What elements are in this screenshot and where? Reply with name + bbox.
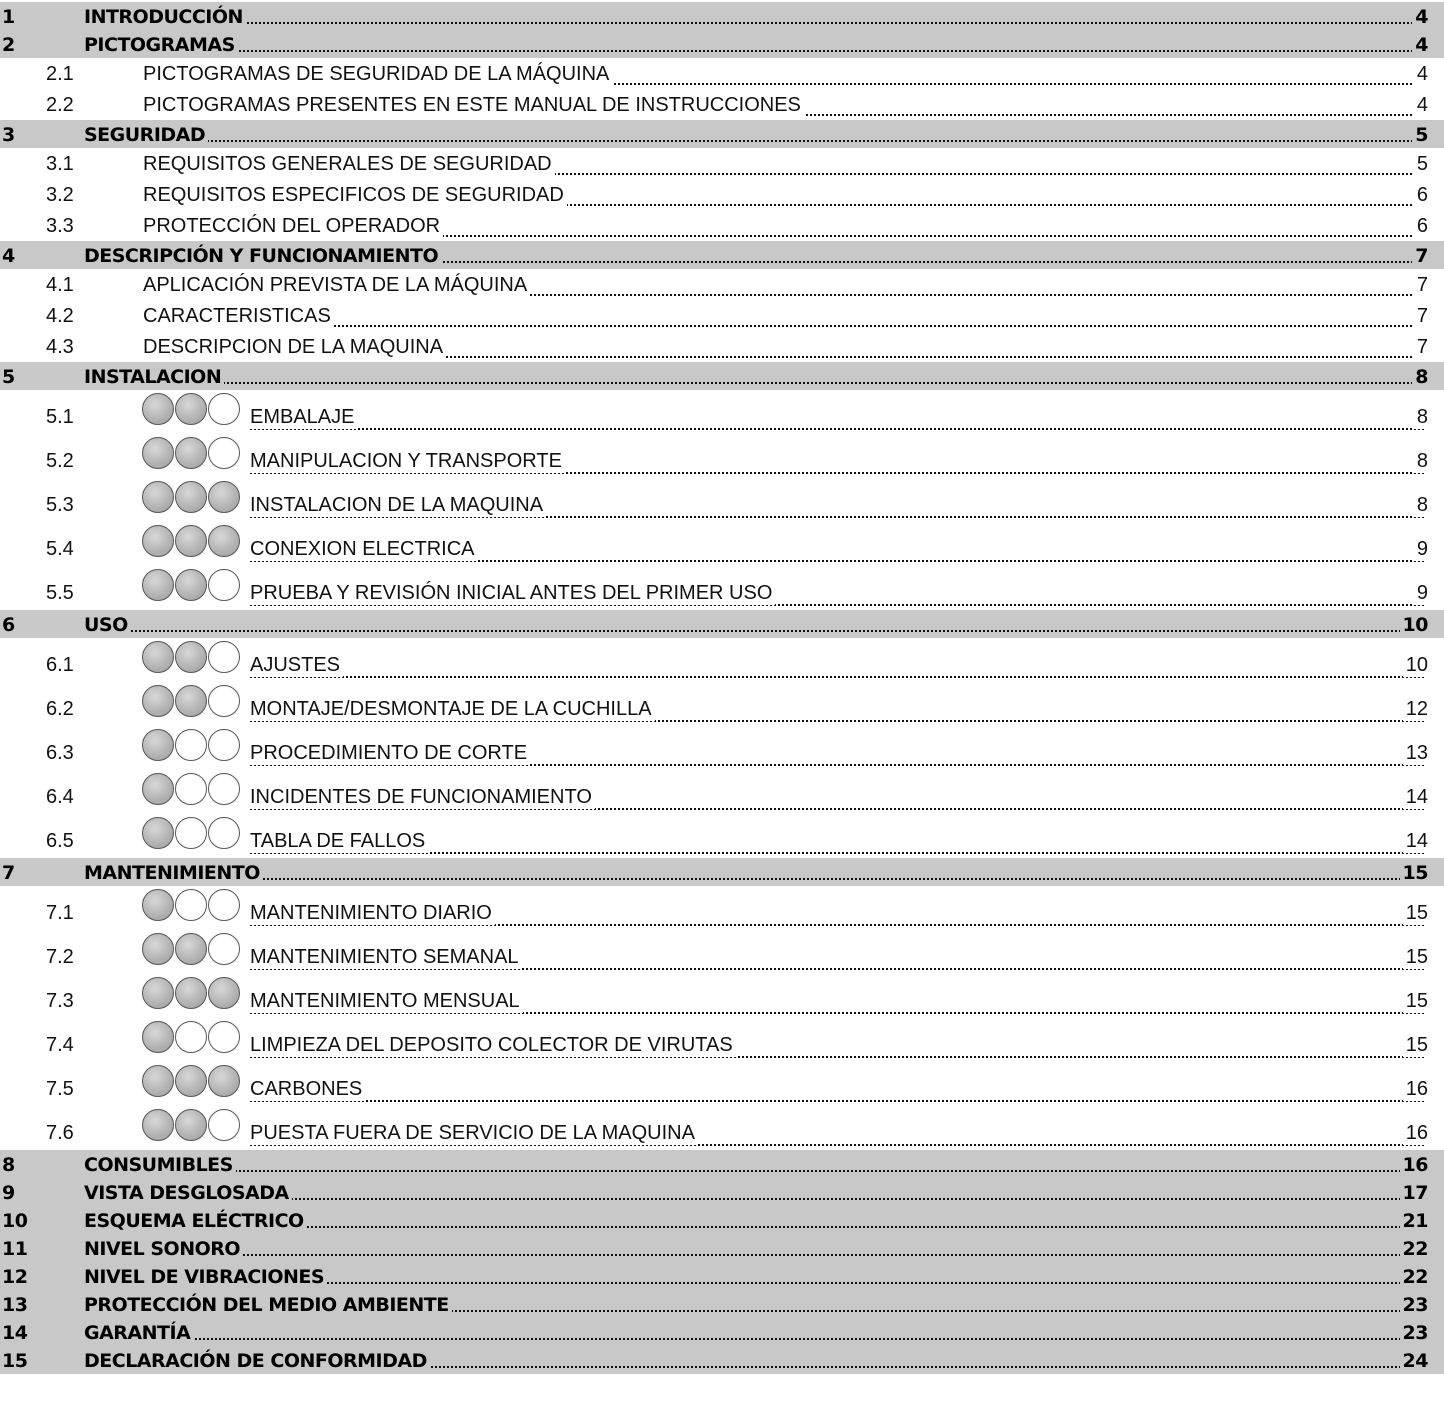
toc-chapter-11[interactable] bbox=[0, 1234, 1444, 1262]
difficulty-filled-circle-icon bbox=[142, 569, 174, 601]
toc-title[interactable]: PICTOGRAMAS bbox=[84, 34, 238, 56]
toc-number: 6.5 bbox=[46, 830, 74, 852]
dot-leader bbox=[84, 1254, 1424, 1256]
toc-title[interactable]: MANTENIMIENTO bbox=[84, 862, 263, 884]
toc-section-3-2[interactable] bbox=[0, 179, 1444, 210]
toc-chapter-9[interactable] bbox=[0, 1178, 1444, 1206]
toc-number: 7.3 bbox=[46, 990, 74, 1012]
toc-section-5-3[interactable] bbox=[0, 478, 1444, 522]
toc-number: 6.2 bbox=[46, 698, 74, 720]
toc-section-2-2[interactable] bbox=[0, 89, 1444, 120]
difficulty-filled-circle-icon bbox=[142, 525, 174, 557]
difficulty-indicator bbox=[142, 393, 244, 427]
toc-title[interactable]: INSTALACION bbox=[84, 366, 224, 388]
toc-number: 7 bbox=[2, 862, 15, 884]
difficulty-filled-circle-icon bbox=[175, 525, 207, 557]
toc-section-3-3[interactable] bbox=[0, 210, 1444, 241]
toc-page-number[interactable]: 23 bbox=[1400, 1294, 1428, 1316]
toc-number: 3.1 bbox=[46, 153, 74, 175]
toc-section-7-2[interactable] bbox=[0, 930, 1444, 974]
toc-number: 5.2 bbox=[46, 450, 74, 472]
toc-chapter-6[interactable] bbox=[0, 610, 1444, 638]
toc-page-number[interactable]: 7 bbox=[1414, 336, 1428, 359]
difficulty-filled-circle-icon bbox=[208, 1065, 240, 1097]
toc-number: 3 bbox=[2, 124, 15, 146]
difficulty-indicator bbox=[142, 729, 244, 763]
toc-chapter-2[interactable] bbox=[0, 30, 1444, 58]
difficulty-empty-circle-icon bbox=[208, 569, 240, 601]
difficulty-empty-circle-icon bbox=[208, 685, 240, 717]
toc-page-number[interactable]: 16 bbox=[1403, 1122, 1428, 1145]
toc-number: 14 bbox=[2, 1322, 28, 1344]
toc-title[interactable]: PROCEDIMIENTO DE CORTE bbox=[250, 742, 530, 765]
toc-page-number[interactable]: 21 bbox=[1400, 1210, 1428, 1232]
toc-page-number[interactable]: 16 bbox=[1400, 1154, 1428, 1176]
toc-title[interactable]: PROTECCIÓN DEL OPERADOR bbox=[143, 215, 443, 238]
toc-title[interactable]: NIVEL SONORO bbox=[84, 1238, 243, 1260]
difficulty-filled-circle-icon bbox=[142, 1021, 174, 1053]
toc-chapter-5[interactable] bbox=[0, 362, 1444, 390]
toc-page-number[interactable]: 8 bbox=[1412, 366, 1428, 388]
toc-title[interactable]: VISTA DESGLOSADA bbox=[84, 1182, 292, 1204]
toc-page-number[interactable]: 4 bbox=[1412, 34, 1428, 56]
toc-chapter-7[interactable] bbox=[0, 858, 1444, 886]
difficulty-filled-circle-icon bbox=[175, 1109, 207, 1141]
toc-number: 5.3 bbox=[46, 494, 74, 516]
toc-page-number[interactable]: 10 bbox=[1400, 614, 1428, 636]
toc-page-number[interactable]: 7 bbox=[1414, 274, 1428, 297]
toc-number: 7.6 bbox=[46, 1122, 74, 1144]
toc-page-number[interactable]: 15 bbox=[1403, 946, 1428, 969]
toc-title[interactable]: USO bbox=[84, 614, 131, 636]
toc-page-number[interactable]: 6 bbox=[1414, 184, 1428, 207]
toc-page-number[interactable]: 7 bbox=[1412, 245, 1428, 267]
difficulty-indicator bbox=[142, 977, 244, 1011]
toc-number: 7.5 bbox=[46, 1078, 74, 1100]
toc-number: 12 bbox=[2, 1266, 28, 1288]
difficulty-filled-circle-icon bbox=[142, 393, 174, 425]
toc-page-number[interactable]: 23 bbox=[1400, 1322, 1428, 1344]
toc-number: 3.2 bbox=[46, 184, 74, 206]
toc-number: 10 bbox=[2, 1210, 28, 1232]
toc-title[interactable]: LIMPIEZA DEL DEPOSITO COLECTOR DE VIRUTAS bbox=[250, 1034, 736, 1057]
toc-chapter-12[interactable] bbox=[0, 1262, 1444, 1290]
difficulty-indicator bbox=[142, 641, 244, 675]
toc-section-5-4[interactable] bbox=[0, 522, 1444, 566]
toc-number: 3.3 bbox=[46, 215, 74, 237]
toc-title[interactable]: MANIPULACION Y TRANSPORTE bbox=[250, 450, 565, 473]
difficulty-indicator bbox=[142, 773, 244, 807]
toc-title[interactable]: MONTAJE/DESMONTAJE DE LA CUCHILLA bbox=[250, 698, 655, 721]
difficulty-indicator bbox=[142, 933, 244, 967]
toc-section-4-3[interactable] bbox=[0, 331, 1444, 362]
difficulty-empty-circle-icon bbox=[175, 817, 207, 849]
toc-title[interactable]: PRUEBA Y REVISIÓN INICIAL ANTES DEL PRIMER USO bbox=[250, 582, 775, 605]
difficulty-filled-circle-icon bbox=[208, 977, 240, 1009]
toc-title[interactable]: MANTENIMIENTO SEMANAL bbox=[250, 946, 522, 969]
difficulty-filled-circle-icon bbox=[208, 525, 240, 557]
difficulty-empty-circle-icon bbox=[208, 729, 240, 761]
toc-page-number[interactable]: 15 bbox=[1403, 902, 1428, 925]
toc-title[interactable]: PUESTA FUERA DE SERVICIO DE LA MAQUINA bbox=[250, 1122, 698, 1145]
toc-page-number[interactable]: 22 bbox=[1400, 1238, 1428, 1260]
toc-page-number[interactable]: 17 bbox=[1400, 1182, 1428, 1204]
difficulty-indicator bbox=[142, 481, 244, 515]
difficulty-filled-circle-icon bbox=[142, 641, 174, 673]
toc-page-number[interactable]: 15 bbox=[1403, 990, 1428, 1013]
toc-title[interactable]: PROTECCIÓN DEL MEDIO AMBIENTE bbox=[84, 1294, 452, 1316]
difficulty-indicator bbox=[142, 1065, 244, 1099]
toc-section-7-6[interactable] bbox=[0, 1106, 1444, 1150]
toc-number: 7.2 bbox=[46, 946, 74, 968]
toc-chapter-13[interactable] bbox=[0, 1290, 1444, 1318]
difficulty-filled-circle-icon bbox=[142, 933, 174, 965]
toc-section-5-2[interactable] bbox=[0, 434, 1444, 478]
toc-section-6-2[interactable] bbox=[0, 682, 1444, 726]
difficulty-indicator bbox=[142, 889, 244, 923]
toc-chapter-14[interactable] bbox=[0, 1318, 1444, 1346]
toc-page-number[interactable]: 4 bbox=[1414, 94, 1428, 117]
toc-number: 15 bbox=[2, 1350, 28, 1372]
toc-section-2-1[interactable] bbox=[0, 58, 1444, 89]
toc-title[interactable]: CONSUMIBLES bbox=[84, 1154, 236, 1176]
difficulty-empty-circle-icon bbox=[208, 889, 240, 921]
toc-page-number[interactable]: 12 bbox=[1403, 698, 1428, 721]
dot-leader bbox=[84, 50, 1424, 52]
difficulty-filled-circle-icon bbox=[142, 773, 174, 805]
difficulty-empty-circle-icon bbox=[208, 933, 240, 965]
toc-title[interactable]: NIVEL DE VIBRACIONES bbox=[84, 1266, 327, 1288]
toc-chapter-15[interactable] bbox=[0, 1346, 1444, 1374]
difficulty-filled-circle-icon bbox=[175, 933, 207, 965]
toc-title[interactable]: CARBONES bbox=[250, 1078, 365, 1101]
toc-title[interactable]: APLICACIÓN PREVISTA DE LA MÁQUINA bbox=[143, 274, 530, 297]
toc-number: 4.3 bbox=[46, 336, 74, 358]
difficulty-indicator bbox=[142, 817, 244, 851]
toc-number: 11 bbox=[2, 1238, 28, 1260]
toc-number: 7.4 bbox=[46, 1034, 74, 1056]
toc-section-7-3[interactable] bbox=[0, 974, 1444, 1018]
difficulty-empty-circle-icon bbox=[175, 1021, 207, 1053]
toc-number: 9 bbox=[2, 1182, 15, 1204]
difficulty-filled-circle-icon bbox=[142, 481, 174, 513]
toc-title[interactable]: INCIDENTES DE FUNCIONAMIENTO bbox=[250, 786, 595, 809]
toc-section-7-1[interactable] bbox=[0, 886, 1444, 930]
toc-title[interactable]: ESQUEMA ELÉCTRICO bbox=[84, 1210, 307, 1232]
difficulty-indicator bbox=[142, 525, 244, 559]
dot-leader bbox=[250, 428, 1424, 430]
toc-section-7-4[interactable] bbox=[0, 1018, 1444, 1062]
dot-leader bbox=[84, 140, 1424, 142]
toc-number: 5.5 bbox=[46, 582, 74, 604]
toc-title[interactable]: SEGURIDAD bbox=[84, 124, 208, 146]
toc-number: 5.4 bbox=[46, 538, 74, 560]
toc-title[interactable]: REQUISITOS ESPECIFICOS DE SEGURIDAD bbox=[143, 184, 567, 207]
toc-number: 4.2 bbox=[46, 305, 74, 327]
difficulty-empty-circle-icon bbox=[208, 1109, 240, 1141]
toc-page-number[interactable]: 4 bbox=[1412, 6, 1428, 28]
toc-page-number[interactable]: 5 bbox=[1412, 124, 1428, 146]
dot-leader bbox=[84, 1338, 1424, 1340]
toc-number: 5 bbox=[2, 366, 15, 388]
dot-leader bbox=[84, 1170, 1424, 1172]
toc-section-6-3[interactable] bbox=[0, 726, 1444, 770]
difficulty-empty-circle-icon bbox=[208, 773, 240, 805]
difficulty-empty-circle-icon bbox=[175, 729, 207, 761]
difficulty-filled-circle-icon bbox=[142, 889, 174, 921]
toc-title[interactable]: MANTENIMIENTO MENSUAL bbox=[250, 990, 523, 1013]
difficulty-filled-circle-icon bbox=[175, 1065, 207, 1097]
toc-page-number[interactable]: 8 bbox=[1414, 494, 1428, 517]
toc-title[interactable]: AJUSTES bbox=[250, 654, 343, 677]
difficulty-empty-circle-icon bbox=[208, 1021, 240, 1053]
difficulty-filled-circle-icon bbox=[175, 977, 207, 1009]
toc-section-5-1[interactable] bbox=[0, 390, 1444, 434]
toc-page-number[interactable]: 22 bbox=[1400, 1266, 1428, 1288]
toc-number: 2 bbox=[2, 34, 15, 56]
difficulty-filled-circle-icon bbox=[142, 1065, 174, 1097]
toc-number: 7.1 bbox=[46, 902, 74, 924]
toc-page-number[interactable]: 7 bbox=[1414, 305, 1428, 328]
toc-number: 5.1 bbox=[46, 406, 74, 428]
toc-title[interactable]: EMBALAJE bbox=[250, 406, 357, 429]
toc-number: 6.4 bbox=[46, 786, 74, 808]
toc-section-3-1[interactable] bbox=[0, 148, 1444, 179]
toc-page-number[interactable]: 14 bbox=[1403, 786, 1428, 809]
difficulty-filled-circle-icon bbox=[175, 641, 207, 673]
toc-title[interactable]: DESCRIPCIÓN Y FUNCIONAMIENTO bbox=[84, 245, 441, 267]
toc-page-number[interactable]: 5 bbox=[1414, 153, 1428, 176]
toc-section-5-5[interactable] bbox=[0, 566, 1444, 610]
toc-page-number[interactable]: 13 bbox=[1403, 742, 1428, 765]
toc-title[interactable]: PICTOGRAMAS PRESENTES EN ESTE MANUAL DE INSTRUCCIONES bbox=[143, 94, 804, 117]
difficulty-filled-circle-icon bbox=[142, 685, 174, 717]
toc-number: 8 bbox=[2, 1154, 15, 1176]
toc-number: 4.1 bbox=[46, 274, 74, 296]
difficulty-empty-circle-icon bbox=[208, 641, 240, 673]
toc-title[interactable]: PICTOGRAMAS DE SEGURIDAD DE LA MÁQUINA bbox=[143, 63, 612, 86]
toc-number: 4 bbox=[2, 245, 15, 267]
difficulty-filled-circle-icon bbox=[142, 977, 174, 1009]
toc-page-number[interactable]: 4 bbox=[1414, 63, 1428, 86]
toc-number: 13 bbox=[2, 1294, 28, 1316]
toc-page-number[interactable]: 9 bbox=[1414, 538, 1428, 561]
toc-chapter-3[interactable] bbox=[0, 120, 1444, 148]
toc-section-6-5[interactable] bbox=[0, 814, 1444, 858]
toc-page-number[interactable]: 8 bbox=[1414, 450, 1428, 473]
toc-page-number[interactable]: 24 bbox=[1400, 1350, 1428, 1372]
difficulty-filled-circle-icon bbox=[175, 393, 207, 425]
difficulty-indicator bbox=[142, 1109, 244, 1143]
difficulty-filled-circle-icon bbox=[142, 729, 174, 761]
toc-page-number[interactable]: 15 bbox=[1403, 1034, 1428, 1057]
toc-section-6-1[interactable] bbox=[0, 638, 1444, 682]
toc-page-number[interactable]: 10 bbox=[1403, 654, 1428, 677]
difficulty-indicator bbox=[142, 1021, 244, 1055]
toc-page-number[interactable]: 16 bbox=[1403, 1078, 1428, 1101]
toc-section-7-5[interactable] bbox=[0, 1062, 1444, 1106]
toc-page-number[interactable]: 8 bbox=[1414, 406, 1428, 429]
difficulty-filled-circle-icon bbox=[142, 817, 174, 849]
difficulty-filled-circle-icon bbox=[175, 481, 207, 513]
toc-chapter-10[interactable] bbox=[0, 1206, 1444, 1234]
dot-leader bbox=[250, 676, 1424, 678]
difficulty-indicator bbox=[142, 437, 244, 471]
difficulty-empty-circle-icon bbox=[175, 773, 207, 805]
toc-chapter-8[interactable] bbox=[0, 1150, 1444, 1178]
toc-number: 2.1 bbox=[46, 63, 74, 85]
toc-title[interactable]: CARACTERISTICAS bbox=[143, 305, 334, 328]
toc-chapter-4[interactable] bbox=[0, 241, 1444, 269]
toc-number: 1 bbox=[2, 6, 15, 28]
toc-number: 6.3 bbox=[46, 742, 74, 764]
difficulty-filled-circle-icon bbox=[142, 1109, 174, 1141]
toc-number: 6 bbox=[2, 614, 15, 636]
toc-title[interactable]: GARANTÍA bbox=[84, 1322, 193, 1344]
toc-page-number[interactable]: 14 bbox=[1403, 830, 1428, 853]
toc-title[interactable]: INSTALACION DE LA MAQUINA bbox=[250, 494, 546, 517]
difficulty-filled-circle-icon bbox=[175, 569, 207, 601]
toc-chapter-1[interactable] bbox=[0, 2, 1444, 30]
toc-page-number[interactable]: 6 bbox=[1414, 215, 1428, 238]
difficulty-filled-circle-icon bbox=[142, 437, 174, 469]
toc-number: 2.2 bbox=[46, 94, 74, 116]
toc-title[interactable]: REQUISITOS GENERALES DE SEGURIDAD bbox=[143, 153, 555, 176]
toc-page-number[interactable]: 9 bbox=[1414, 582, 1428, 605]
difficulty-indicator bbox=[142, 685, 244, 719]
toc-section-4-1[interactable] bbox=[0, 269, 1444, 300]
dot-leader bbox=[84, 22, 1424, 24]
toc-title[interactable]: DECLARACIÓN DE CONFORMIDAD bbox=[84, 1350, 430, 1372]
dot-leader bbox=[84, 630, 1424, 632]
toc-title[interactable]: TABLA DE FALLOS bbox=[250, 830, 428, 853]
dot-leader bbox=[84, 382, 1424, 384]
difficulty-filled-circle-icon bbox=[175, 437, 207, 469]
difficulty-empty-circle-icon bbox=[208, 817, 240, 849]
toc-section-6-4[interactable] bbox=[0, 770, 1444, 814]
toc-section-4-2[interactable] bbox=[0, 300, 1444, 331]
dot-leader bbox=[84, 878, 1424, 880]
dot-leader bbox=[143, 325, 1424, 327]
toc-page-number[interactable]: 15 bbox=[1400, 862, 1428, 884]
toc-title[interactable]: INTRODUCCIÓN bbox=[84, 6, 246, 28]
difficulty-indicator bbox=[142, 569, 244, 603]
difficulty-filled-circle-icon bbox=[208, 481, 240, 513]
dot-leader bbox=[250, 1100, 1424, 1102]
toc-title[interactable]: DESCRIPCION DE LA MAQUINA bbox=[143, 336, 446, 359]
difficulty-empty-circle-icon bbox=[208, 437, 240, 469]
toc-title[interactable]: MANTENIMIENTO DIARIO bbox=[250, 902, 495, 925]
difficulty-filled-circle-icon bbox=[175, 685, 207, 717]
difficulty-empty-circle-icon bbox=[175, 889, 207, 921]
toc-number: 6.1 bbox=[46, 654, 74, 676]
difficulty-empty-circle-icon bbox=[208, 393, 240, 425]
toc-title[interactable]: CONEXION ELECTRICA bbox=[250, 538, 477, 561]
